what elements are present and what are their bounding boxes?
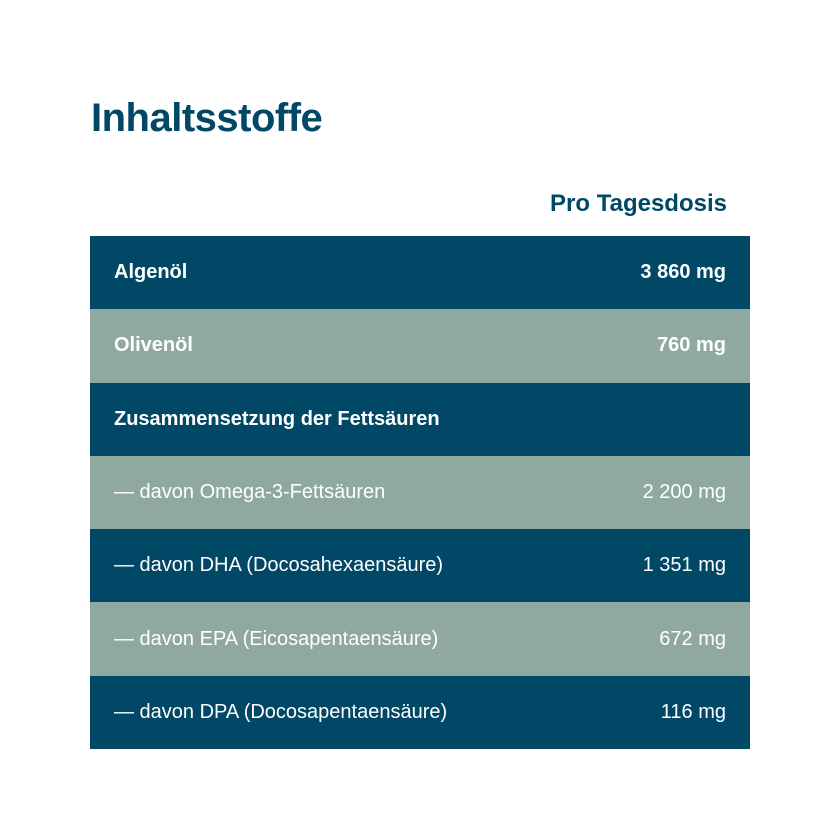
- row-label: — davon Omega-3-Fettsäuren: [114, 481, 386, 504]
- table-row-olive-oil: [90, 309, 750, 382]
- table-row-omega-3: [90, 456, 750, 529]
- table-row-epa: [90, 602, 750, 675]
- row-value: 3 860 mg: [640, 261, 726, 284]
- row-value: 760 mg: [657, 334, 726, 357]
- row-value: 1 351 mg: [642, 554, 726, 577]
- row-label: — davon DPA (Docosapentaensäure): [114, 700, 448, 723]
- table-row-fatty-acid-composition: [90, 383, 750, 456]
- row-label: Zusammensetzung der Fettsäuren: [114, 407, 440, 430]
- row-value: 672 mg: [659, 627, 726, 650]
- row-label: — davon EPA (Eicosapentaensäure): [114, 627, 439, 650]
- row-label: Algenöl: [114, 261, 188, 284]
- ingredients-table: [90, 236, 750, 749]
- row-value: 116 mg: [660, 700, 726, 723]
- page-title: Inhaltsstoffe: [91, 96, 323, 140]
- row-label: Olivenöl: [114, 334, 193, 357]
- column-header-per-daily-dose: Pro Tagesdosis: [550, 190, 727, 217]
- row-label: — davon DHA (Docosahexaensäure): [114, 554, 444, 577]
- table-row-dha: [90, 529, 750, 602]
- row-value: 2 200 mg: [642, 481, 726, 504]
- table-row-algae-oil: [90, 236, 750, 309]
- table-row-dpa: [90, 676, 750, 749]
